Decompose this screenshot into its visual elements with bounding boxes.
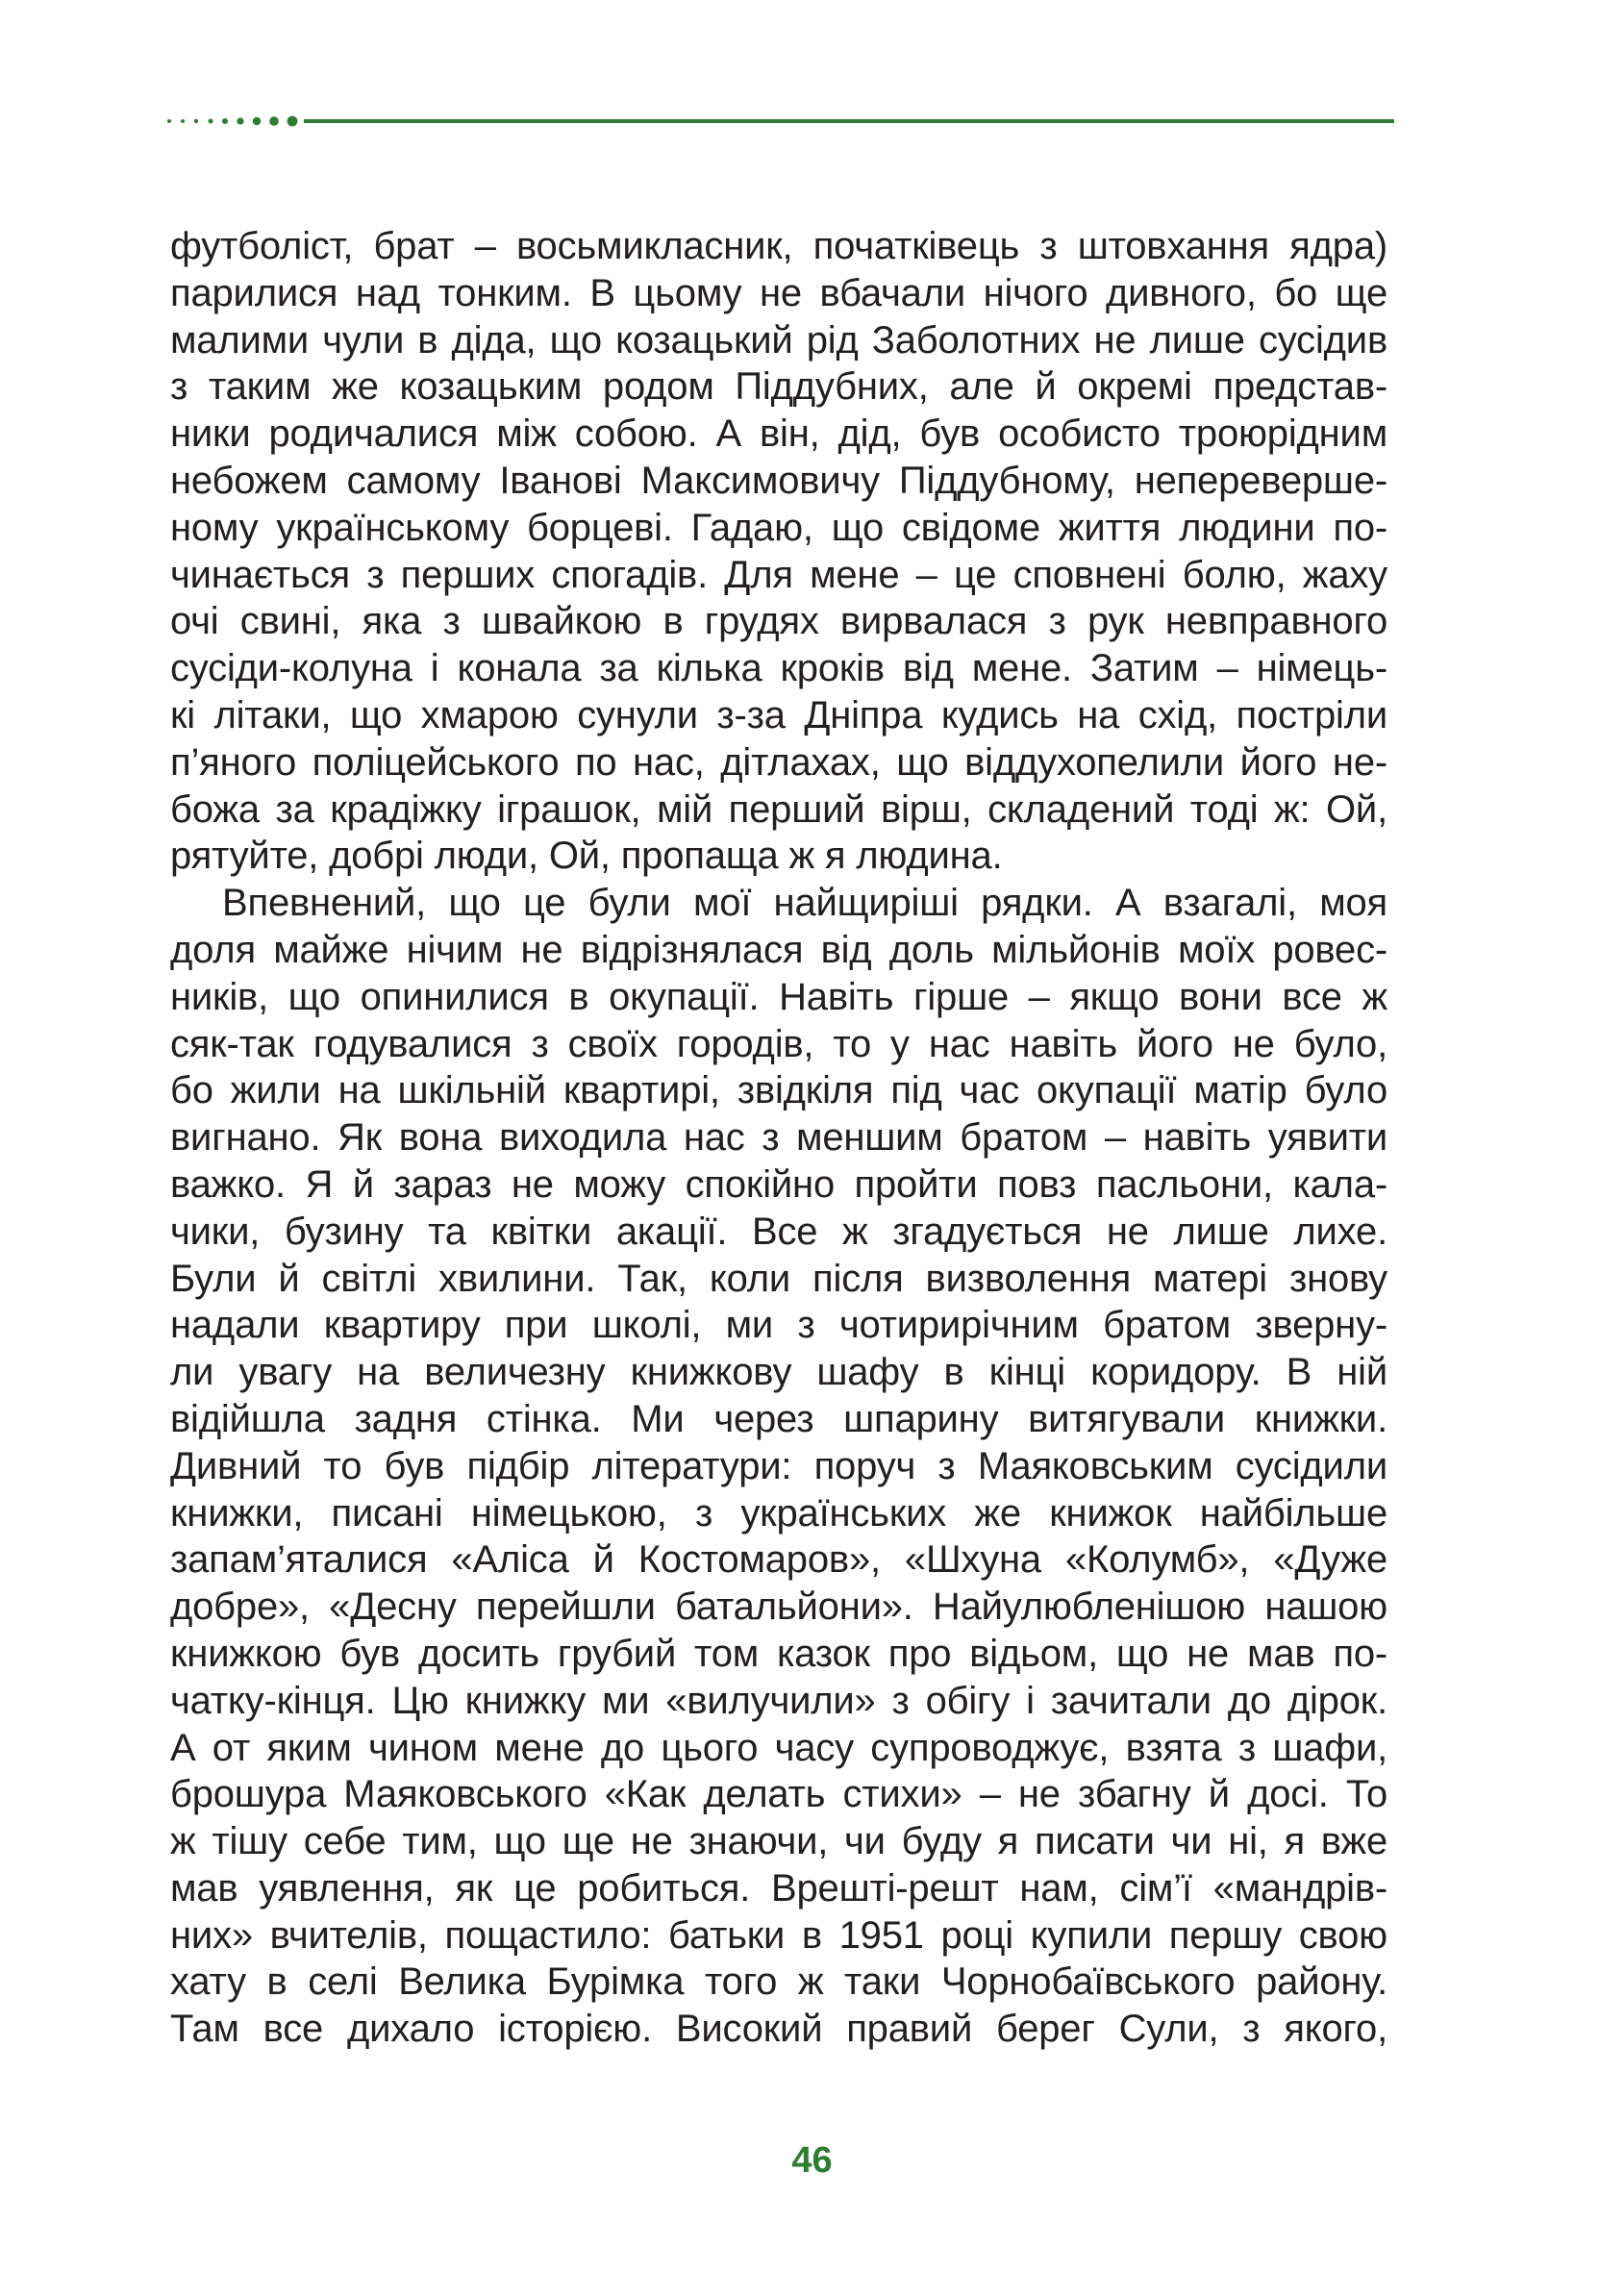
text-line: брошура Маяковського «Как делать стихи» – не збагну й досі. То <box>170 1773 1387 1816</box>
text-line: малими чули в діда, що козацький рід Заболотних не лише сусідив <box>170 318 1387 362</box>
page-number: 46 <box>791 2140 833 2181</box>
text-line: ж тішу себе тим, що ще не знаючи, чи буду я писати чи ні, я вже <box>170 1820 1387 1863</box>
text-line: запам’яталися «Аліса й Костомаров», «Шхуна «Колумб», «Дуже <box>170 1538 1387 1582</box>
text-line: відійшла задня стінка. Ми через шпарину витягували книжки. <box>170 1397 1387 1440</box>
text-line: добре», «Десну перейшли батальйони». Найулюбленішою нашою <box>170 1585 1387 1629</box>
text-line: Були й світлі хвилини. Так, коли після визволення матері знову <box>170 1257 1387 1300</box>
text-line: важко. Я й зараз не можу спокійно пройти повз пасльони, кала- <box>170 1162 1387 1206</box>
text-line: чинається з перших спогадів. Для мене – це сповнені болю, жаху <box>170 553 1387 596</box>
text-line: книжкою був досить грубий том казок про відьом, що не мав по- <box>170 1632 1387 1675</box>
text-line: ному українському борцеві. Гадаю, що свідоме життя людини по- <box>170 506 1387 549</box>
header-rule-graphic <box>165 113 1394 129</box>
text-line: кі літаки, що хмарою сунули з-за Дніпра кудись на схід, постріли <box>170 693 1387 737</box>
header-dotted-rule <box>165 113 1394 129</box>
text-line: небожем самому Іванові Максимовичу Піддубному, неперевершe- <box>170 459 1387 502</box>
text-line: хату в селі Велика Бурімка того ж таки Чорнобаївського району. <box>170 1960 1387 2004</box>
text-line: футболіст, брат – восьмикласник, початківець з штовхання ядра) <box>170 225 1387 267</box>
text-line: бо жили на шкільній квартирі, звідкіля під час окупації матір було <box>170 1069 1387 1112</box>
text-line: рятуйте, добрі люди, Ой, пропаща ж я людина. <box>170 835 1003 878</box>
text-line: Дивний то був підбір літератури: поруч з Маяковським сусідили <box>170 1444 1387 1487</box>
text-line: книжки, писані німецькою, з українських же книжок найбільше <box>170 1491 1387 1535</box>
text-line: сусіди-колуна і конала за кілька кроків від мене. Затим – німець- <box>170 647 1387 690</box>
text-line: ли увагу на величезну книжкову шафу в кінці коридору. В ній <box>170 1351 1387 1394</box>
paragraph-first-line: Впевнений, що це були мої найщиріші рядки. А взагалі, моя <box>222 882 1387 925</box>
text-line: очі свині, яка з швайкою в грудях вирвалася з рук невправного <box>170 600 1387 643</box>
text-line: них» вчителів, пощастило: батьки в 1951 році купили першу свою <box>170 1913 1387 1957</box>
text-line: чатку-кінця. Цю книжку ми «вилучили» з обігу і зачитали до дірок. <box>170 1679 1387 1722</box>
text-line: Там все дихало історією. Високий правий берег Сули, з якого, <box>170 2008 1387 2051</box>
text-line: мав уявлення, як це робиться. Врешті-решт нам, сім’ї «мандрів- <box>170 1866 1387 1910</box>
text-line: парилися над тонким. В цьому не вбачали нічого дивного, бо ще <box>170 271 1387 314</box>
text-line: чики, бузину та квітки акації. Все ж згадується не лише лихе. <box>170 1210 1387 1253</box>
text-line: божа за крадіжку іграшок, мій перший вірш, складений тоді ж: Ой, <box>170 787 1387 831</box>
text-line: А от яким чином мене до цього часу супроводжує, взята з шафи, <box>170 1726 1387 1769</box>
text-line: сяк-так годувалися з своїх городів, то у нас навіть його не було, <box>170 1022 1387 1065</box>
text-line: вигнано. Як вона виходила нас з меншим братом – навіть уявити <box>170 1116 1387 1160</box>
text-line: п’яного поліцейського по нас, дітлахах, що віддухопелили його не- <box>170 740 1387 784</box>
text-line: ників, що опинилися в окупації. Навіть гірше – якщо вони все ж <box>170 975 1387 1018</box>
text-line: надали квартиру при школі, ми з чотирирічним братом зверну- <box>170 1304 1387 1347</box>
text-line: доля майже нічим не відрізнялася від доль мільйонів моїх ровес- <box>170 928 1387 971</box>
text-line: ники родичалися між собою. А він, дід, був особисто троюрідним <box>170 412 1387 456</box>
body-text <box>170 223 1387 2053</box>
text-line: з таким же козацьким родом Піддубних, але й окремі представ- <box>170 365 1387 409</box>
